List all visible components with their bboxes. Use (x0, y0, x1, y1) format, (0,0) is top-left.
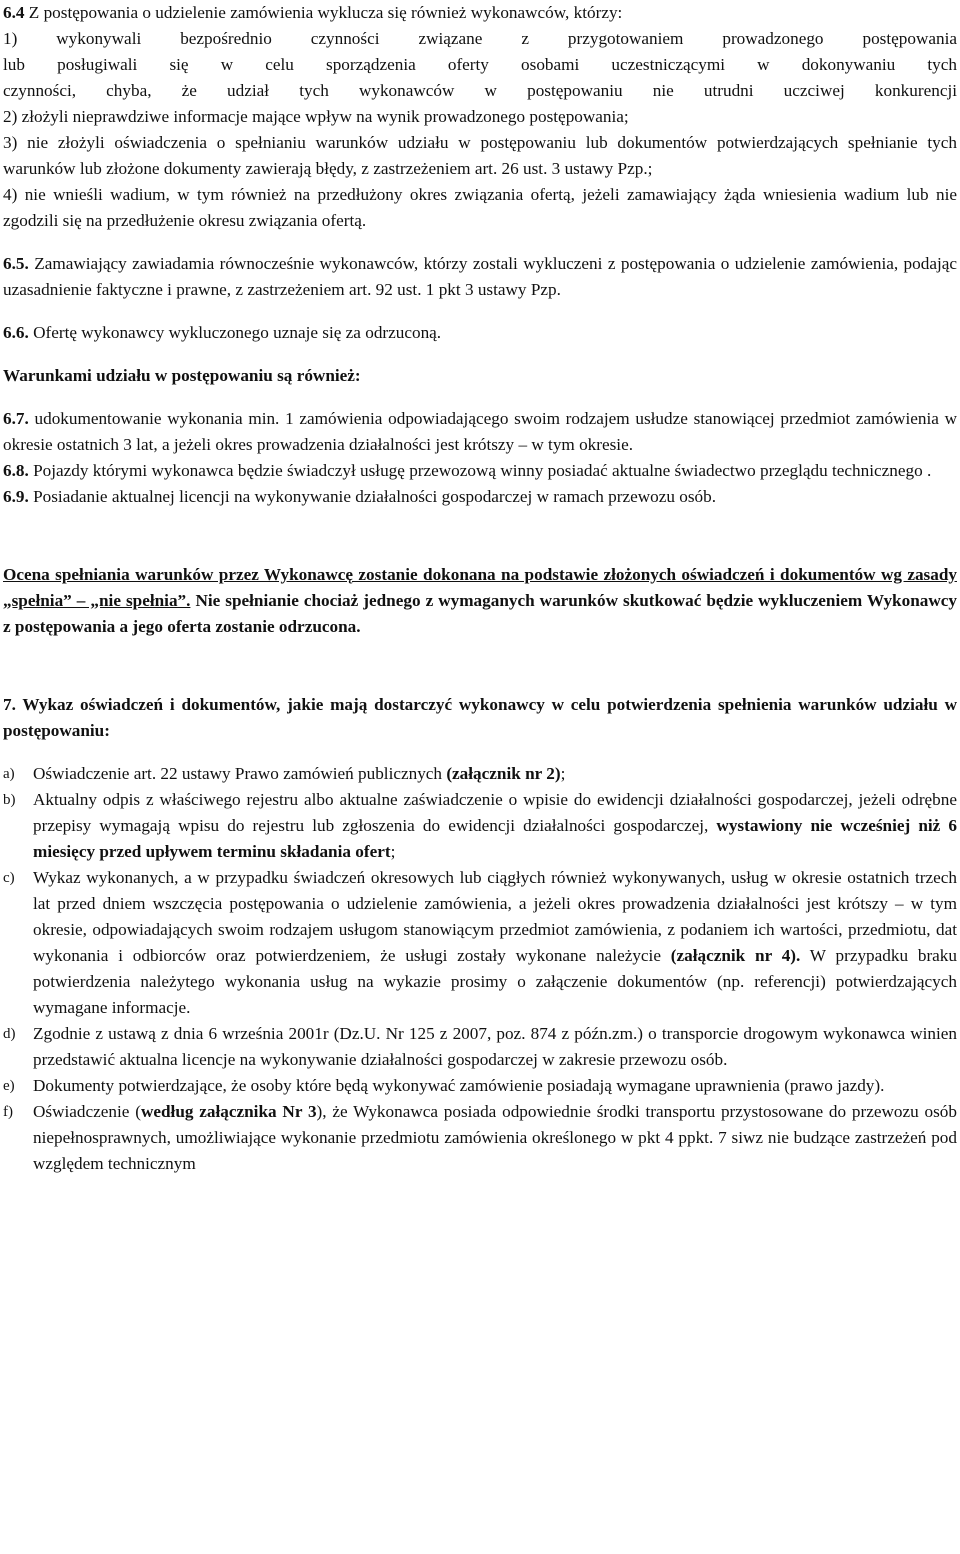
section-text: Zamawiający zawiadamia równocześnie wykonawców, którzy zostali wykluczeni z postępowania o udzielenie zamówienia, podając uzasadnienie faktyczne i prawne, z zastrzeżeniem art. 92 ust. 1 pkt 3 ustawy Pzp. (3, 254, 957, 299)
doc-item-d (3, 1021, 957, 1073)
doc-item-f (3, 1099, 957, 1177)
heading-text: 7. Wykaz oświadczeń i dokumentów, jakie mają dostarczyć wykonawcy w celu potwierdzenia spełnienia warunków udziału w postępowaniu: (3, 695, 957, 740)
section-6-9 (3, 484, 957, 510)
conditions-heading (3, 363, 957, 389)
assessment-bold: Nie spełnianie chociaż jednego z wymaganych warunków skutkować będzie wykluczeniem Wykonawcy z postępowania a jego oferta zostanie odrzucona. (3, 591, 957, 636)
assessment-underlined: Ocena spełniania warunków przez Wykonawcę zostanie dokonana na podstawie złożonych oświadczeń i dokumentów wg zasady „spełnia” – „nie spełnia”. (3, 565, 957, 610)
section-number: 6.7. (3, 409, 29, 428)
item-1-line-3: czynności, chyba, że udział tych wykonawców w postępowaniu nie utrudni uczciwej konkurencji (3, 81, 957, 100)
item-text: Wykaz wykonanych, a w przypadku świadczeń okresowych lub ciągłych również wykonywanych, usług w okresie ostatnich trzech lat przed dniem wszczęcia postępowania o udzielenie zamówienia, a jeżeli okres prowadzenia działalności jest krótszy – w tym okresie, odpowiadających swoim rodzajem usługom stanowiącym przedmiot zamówienia, z podaniem ich wartości, przedmiotu, dat wykonania i odbiorców oraz potwierdzeniem, że usługi zostały wykonane należycie (załącznik nr 4). W przypadku braku potwierdzenia należytego wykonania usług na wykazie prosimy o załączenie dokumentów (np. referencji) potwierdzających wymagane informacje. (33, 868, 957, 1017)
spacer (3, 346, 957, 363)
doc-item-b (3, 787, 957, 865)
section-text: udokumentowanie wykonania min. 1 zamówienia odpowiadającego swoim rodzajem usłudze stanowiącej przedmiot zamówienia w okresie ostatnich 3 lat, a jeżeli okres prowadzenia działalności jest krótszy – w tym okresie. (3, 409, 957, 454)
item-label: a) (3, 766, 15, 782)
spacer (3, 303, 957, 320)
item-label: e) (3, 1078, 15, 1094)
doc-item-a (3, 761, 957, 787)
item-4: 4) nie wnieśli wadium, w tym również na przedłużony okres związania ofertą, jeżeli zamawiający żąda wniesienia wadium lub nie zgodzili się na przedłużenie okresu związania ofertą. (3, 185, 957, 230)
section-number: 6.4 (3, 3, 25, 22)
doc-item-c (3, 865, 957, 1021)
section-6-5 (3, 251, 957, 303)
item-text: Oświadczenie art. 22 ustawy Prawo zamówień publicznych (załącznik nr 2); (33, 764, 566, 783)
spacer (3, 389, 957, 406)
section-number: 6.9. (3, 487, 29, 506)
spacer (3, 744, 957, 761)
section-text: Z postępowania o udzielenie zamówienia wyklucza się również wykonawców, którzy: (24, 3, 623, 22)
section-text: Ofertę wykonawcy wykluczonego uznaje się za odrzuconą. (28, 323, 442, 342)
section-number: 6.8. (3, 461, 29, 480)
section-6-8 (3, 458, 957, 484)
doc-item-e (3, 1073, 957, 1099)
section-7-heading (3, 692, 957, 744)
spacer (3, 510, 957, 562)
item-label: d) (3, 1026, 16, 1042)
spacer (3, 640, 957, 692)
item-label: c) (3, 870, 15, 886)
item-1-line-1: 1) wykonywali bezpośrednio czynności związane z przygotowaniem prowadzonego postępowania (3, 29, 957, 48)
item-label: f) (3, 1104, 13, 1120)
section-number: 6.6. (3, 323, 29, 342)
section-6-7 (3, 406, 957, 458)
item-3: 3) nie złożyli oświadczenia o spełnianiu warunków udziału w postępowaniu lub dokumentów potwierdzających spełnianie tych warunków lub złożone dokumenty zawierają błędy, z zastrzeżeniem art. 26 ust. 3 ustawy Pzp.; (3, 133, 957, 178)
item-label: b) (3, 792, 16, 808)
item-1-line-2: lub posługiwali się w celu sporządzenia oferty osobami uczestniczącymi w dokonywaniu tych (3, 55, 957, 74)
item-2: 2) złożyli nieprawdziwe informacje mające wpływ na wynik prowadzonego postępowania; (3, 107, 629, 126)
item-text: Oświadczenie (według załącznika Nr 3), że Wykonawca posiada odpowiednie środki transportu przystosowane do przewozu osób niepełnosprawnych, umożliwiające wykonanie przedmiotu zamówienia określonego w pkt 4 ppkt. 7 siwz nie budzące zastrzeżeń pod względem technicznym (33, 1102, 957, 1173)
section-6-6 (3, 320, 957, 346)
item-text: Zgodnie z ustawą z dnia 6 września 2001r (Dz.U. Nr 125 z 2007, poz. 874 z późn.zm.) o transporcie drogowym wykonawca winien przedstawić aktualna licencje na wykonywanie działalności gospodarczej w zakresie przewozu osób. (33, 1024, 957, 1069)
heading-text: Warunkami udziału w postępowaniu są również: (3, 366, 361, 385)
spacer (3, 234, 957, 251)
section-number: 6.5. (3, 254, 29, 273)
section-6-4-intro (3, 0, 957, 26)
item-text: Aktualny odpis z właściwego rejestru albo aktualne zaświadczenie o wpisie do ewidencji działalności gospodarczej, jeżeli odrębne przepisy wymagają wpisu do rejestru lub zgłoszenia do ewidencji działalności gospodarczej, wystawiony nie wcześniej niż 6 miesięcy przed upływem terminu składania ofert; (33, 790, 958, 861)
assessment-paragraph (3, 562, 957, 640)
section-text: Pojazdy którymi wykonawca będzie świadczył usługę przewozową winny posiadać aktualne świadectwo przeglądu technicznego . (28, 461, 932, 480)
section-text: Posiadanie aktualnej licencji na wykonywanie działalności gospodarczej w ramach przewozu osób. (28, 487, 717, 506)
item-text: Dokumenty potwierdzające, że osoby które będą wykonywać zamówienie posiadają wymagane uprawnienia (prawo jazdy). (33, 1076, 885, 1095)
